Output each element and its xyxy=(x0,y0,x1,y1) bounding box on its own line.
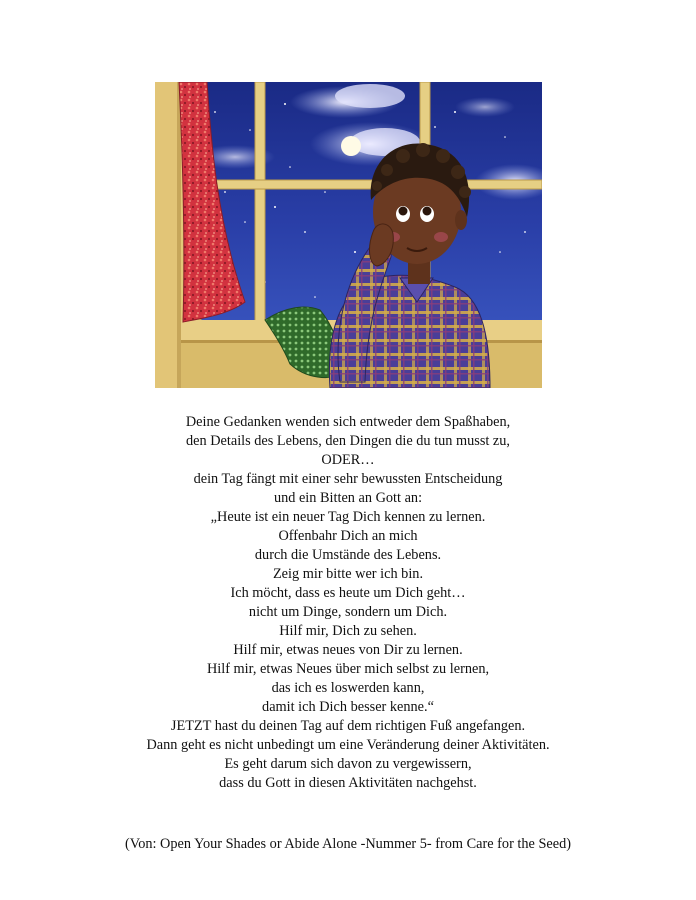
poem-line: damit ich Dich besser kenne.“ xyxy=(262,699,434,715)
poem-line: Deine Gedanken wenden sich entweder dem Spaßhaben, xyxy=(185,414,511,430)
poem-line: Es geht darum sich davon zu vergewissern, xyxy=(224,756,472,772)
poem-line: dass du Gott in diesen Aktivitäten nachgehst. xyxy=(219,775,477,791)
poem-line: Hilf mir, etwas neues von Dir zu lernen. xyxy=(233,642,463,658)
poem-line: Zeig mir bitte wer ich bin. xyxy=(272,566,424,582)
source-citation: (Von: Open Your Shades or Abide Alone -Nummer 5- from Care for the Seed) xyxy=(124,836,572,852)
poem-text xyxy=(0,413,696,793)
illustration-svg xyxy=(155,82,542,388)
poem-line: das ich es loswerden kann, xyxy=(271,680,425,696)
poem-line: durch die Umstände des Lebens. xyxy=(254,547,442,563)
poem-line: Dann geht es nicht unbedingt um eine Veränderung deiner Aktivitäten. xyxy=(146,737,550,753)
poem-line: „Heute ist ein neuer Tag Dich kennen zu lernen. xyxy=(210,509,486,525)
poem-line: Ich möcht, dass es heute um Dich geht… xyxy=(230,585,466,601)
poem-line: ODER… xyxy=(321,452,375,468)
poem-line: den Details des Lebens, den Dingen die du tun musst zu, xyxy=(186,433,510,449)
poem-line: dein Tag fängt mit einer sehr bewussten Entscheidung xyxy=(193,471,503,487)
wall-pillar xyxy=(155,82,177,388)
poem-line: Offenbahr Dich an mich xyxy=(278,528,418,544)
poem-line: Hilf mir, Dich zu sehen. xyxy=(279,623,417,639)
poem-line: nicht um Dinge, sondern um Dich. xyxy=(248,604,448,620)
poem-line: JETZT hast du deinen Tag auf dem richtigen Fuß angefangen. xyxy=(170,718,526,734)
poem-line: Hilf mir, etwas Neues über mich selbst zu lernen, xyxy=(206,661,490,677)
moon xyxy=(341,136,361,156)
poem-line: und ein Bitten an Gott an: xyxy=(273,490,423,506)
illustration-boy-at-window xyxy=(155,82,542,388)
